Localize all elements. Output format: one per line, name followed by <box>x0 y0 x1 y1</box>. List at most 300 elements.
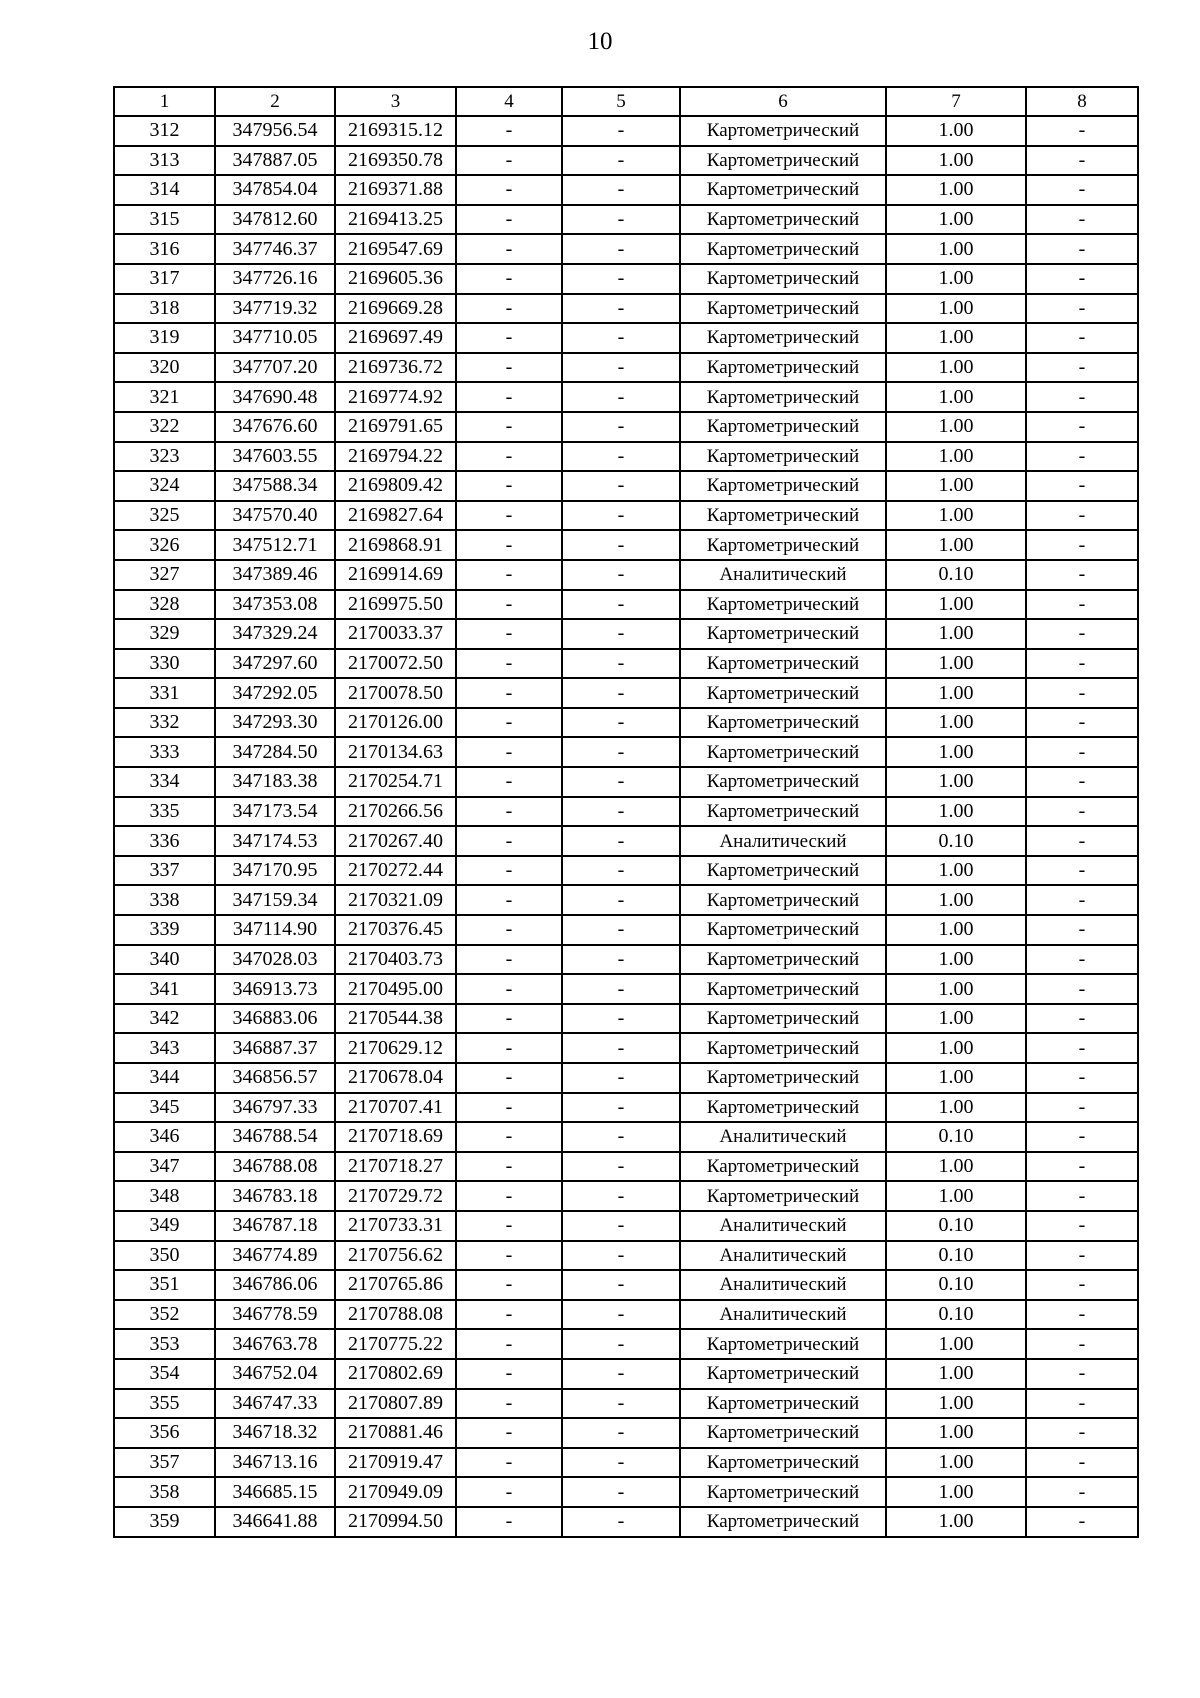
table-row <box>114 1122 1138 1152</box>
x-coordinate-cell: 346747.33 <box>215 1389 335 1419</box>
x-coordinate-cell: 346685.15 <box>215 1477 335 1507</box>
column-8-cell: - <box>1026 1270 1138 1300</box>
column-header: 7 <box>886 87 1026 116</box>
point-number-cell: 323 <box>114 442 215 472</box>
method-cell: Картометрический <box>680 294 886 324</box>
x-coordinate-cell: 346713.16 <box>215 1448 335 1478</box>
point-number-cell: 326 <box>114 530 215 560</box>
column-5-cell: - <box>562 1063 680 1093</box>
y-coordinate-cell: 2170254.71 <box>335 767 456 797</box>
column-5-cell: - <box>562 649 680 679</box>
y-coordinate-cell: 2169794.22 <box>335 442 456 472</box>
column-5-cell: - <box>562 1241 680 1271</box>
point-number-cell: 332 <box>114 708 215 738</box>
table-row <box>114 1211 1138 1241</box>
accuracy-cell: 1.00 <box>886 501 1026 531</box>
column-header: 2 <box>215 87 335 116</box>
method-cell: Аналитический <box>680 1211 886 1241</box>
y-coordinate-cell: 2169791.65 <box>335 412 456 442</box>
table-row <box>114 1448 1138 1478</box>
method-cell: Картометрический <box>680 708 886 738</box>
accuracy-cell: 1.00 <box>886 619 1026 649</box>
column-5-cell: - <box>562 1004 680 1034</box>
y-coordinate-cell: 2170078.50 <box>335 678 456 708</box>
column-8-cell: - <box>1026 974 1138 1004</box>
table-row <box>114 294 1138 324</box>
column-header: 6 <box>680 87 886 116</box>
x-coordinate-cell: 346913.73 <box>215 974 335 1004</box>
column-8-cell: - <box>1026 1329 1138 1359</box>
column-4-cell: - <box>456 797 562 827</box>
y-coordinate-cell: 2170266.56 <box>335 797 456 827</box>
method-cell: Картометрический <box>680 1507 886 1537</box>
column-4-cell: - <box>456 1181 562 1211</box>
x-coordinate-cell: 346788.54 <box>215 1122 335 1152</box>
column-4-cell: - <box>456 619 562 649</box>
column-4-cell: - <box>456 1063 562 1093</box>
point-number-cell: 334 <box>114 767 215 797</box>
column-8-cell: - <box>1026 1004 1138 1034</box>
point-number-cell: 346 <box>114 1122 215 1152</box>
column-4-cell: - <box>456 767 562 797</box>
y-coordinate-cell: 2170994.50 <box>335 1507 456 1537</box>
point-number-cell: 318 <box>114 294 215 324</box>
accuracy-cell: 1.00 <box>886 590 1026 620</box>
table-row <box>114 797 1138 827</box>
column-header: 4 <box>456 87 562 116</box>
y-coordinate-cell: 2170881.46 <box>335 1418 456 1448</box>
point-number-cell: 343 <box>114 1033 215 1063</box>
point-number-cell: 351 <box>114 1270 215 1300</box>
table-row <box>114 442 1138 472</box>
point-number-cell: 356 <box>114 1418 215 1448</box>
column-8-cell: - <box>1026 1181 1138 1211</box>
column-8-cell: - <box>1026 856 1138 886</box>
column-4-cell: - <box>456 294 562 324</box>
point-number-cell: 333 <box>114 737 215 767</box>
method-cell: Картометрический <box>680 767 886 797</box>
method-cell: Картометрический <box>680 856 886 886</box>
table-row <box>114 146 1138 176</box>
column-8-cell: - <box>1026 1241 1138 1271</box>
accuracy-cell: 0.10 <box>886 1122 1026 1152</box>
column-5-cell: - <box>562 619 680 649</box>
column-5-cell: - <box>562 1389 680 1419</box>
column-5-cell: - <box>562 501 680 531</box>
y-coordinate-cell: 2170765.86 <box>335 1270 456 1300</box>
accuracy-cell: 1.00 <box>886 1507 1026 1537</box>
accuracy-cell: 1.00 <box>886 974 1026 1004</box>
column-5-cell: - <box>562 146 680 176</box>
accuracy-cell: 1.00 <box>886 1477 1026 1507</box>
point-number-cell: 317 <box>114 264 215 294</box>
y-coordinate-cell: 2170495.00 <box>335 974 456 1004</box>
column-5-cell: - <box>562 1093 680 1123</box>
method-cell: Картометрический <box>680 234 886 264</box>
column-8-cell: - <box>1026 175 1138 205</box>
table-row <box>114 175 1138 205</box>
column-4-cell: - <box>456 205 562 235</box>
table-row <box>114 590 1138 620</box>
accuracy-cell: 0.10 <box>886 1211 1026 1241</box>
table-row <box>114 1418 1138 1448</box>
method-cell: Картометрический <box>680 590 886 620</box>
column-8-cell: - <box>1026 767 1138 797</box>
column-5-cell: - <box>562 530 680 560</box>
accuracy-cell: 1.00 <box>886 412 1026 442</box>
column-8-cell: - <box>1026 1152 1138 1182</box>
y-coordinate-cell: 2170321.09 <box>335 885 456 915</box>
point-number-cell: 320 <box>114 353 215 383</box>
column-header: 1 <box>114 87 215 116</box>
method-cell: Картометрический <box>680 678 886 708</box>
column-4-cell: - <box>456 1211 562 1241</box>
accuracy-cell: 1.00 <box>886 146 1026 176</box>
column-4-cell: - <box>456 412 562 442</box>
point-number-cell: 340 <box>114 945 215 975</box>
accuracy-cell: 1.00 <box>886 708 1026 738</box>
column-4-cell: - <box>456 1270 562 1300</box>
y-coordinate-cell: 2169868.91 <box>335 530 456 560</box>
x-coordinate-cell: 347297.60 <box>215 649 335 679</box>
column-4-cell: - <box>456 1389 562 1419</box>
point-number-cell: 321 <box>114 382 215 412</box>
column-8-cell: - <box>1026 915 1138 945</box>
column-5-cell: - <box>562 1329 680 1359</box>
method-cell: Картометрический <box>680 1004 886 1034</box>
table-row <box>114 1093 1138 1123</box>
point-number-cell: 359 <box>114 1507 215 1537</box>
method-cell: Аналитический <box>680 1241 886 1271</box>
column-5-cell: - <box>562 1181 680 1211</box>
point-number-cell: 328 <box>114 590 215 620</box>
column-4-cell: - <box>456 116 562 146</box>
column-4-cell: - <box>456 1033 562 1063</box>
method-cell: Картометрический <box>680 442 886 472</box>
table-row <box>114 1181 1138 1211</box>
table-row <box>114 234 1138 264</box>
accuracy-cell: 1.00 <box>886 382 1026 412</box>
y-coordinate-cell: 2170788.08 <box>335 1300 456 1330</box>
column-5-cell: - <box>562 797 680 827</box>
column-8-cell: - <box>1026 382 1138 412</box>
point-number-cell: 337 <box>114 856 215 886</box>
header-row <box>114 87 1138 116</box>
column-5-cell: - <box>562 175 680 205</box>
method-cell: Картометрический <box>680 264 886 294</box>
column-8-cell: - <box>1026 1063 1138 1093</box>
x-coordinate-cell: 347183.38 <box>215 767 335 797</box>
method-cell: Картометрический <box>680 323 886 353</box>
page-number: 10 <box>587 28 613 55</box>
method-cell: Аналитический <box>680 1300 886 1330</box>
column-4-cell: - <box>456 915 562 945</box>
x-coordinate-cell: 347329.24 <box>215 619 335 649</box>
table-row <box>114 826 1138 856</box>
point-number-cell: 345 <box>114 1093 215 1123</box>
column-4-cell: - <box>456 885 562 915</box>
column-5-cell: - <box>562 885 680 915</box>
point-number-cell: 335 <box>114 797 215 827</box>
table-row <box>114 767 1138 797</box>
column-4-cell: - <box>456 560 562 590</box>
accuracy-cell: 1.00 <box>886 767 1026 797</box>
column-4-cell: - <box>456 1241 562 1271</box>
table-row <box>114 1270 1138 1300</box>
column-8-cell: - <box>1026 1359 1138 1389</box>
table-row <box>114 1300 1138 1330</box>
column-4-cell: - <box>456 1507 562 1537</box>
method-cell: Картометрический <box>680 205 886 235</box>
method-cell: Картометрический <box>680 1329 886 1359</box>
table-row <box>114 1359 1138 1389</box>
accuracy-cell: 1.00 <box>886 885 1026 915</box>
column-8-cell: - <box>1026 205 1138 235</box>
column-5-cell: - <box>562 560 680 590</box>
column-4-cell: - <box>456 323 562 353</box>
accuracy-cell: 1.00 <box>886 797 1026 827</box>
x-coordinate-cell: 346718.32 <box>215 1418 335 1448</box>
table-row <box>114 1477 1138 1507</box>
point-number-cell: 349 <box>114 1211 215 1241</box>
column-5-cell: - <box>562 1152 680 1182</box>
x-coordinate-cell: 347812.60 <box>215 205 335 235</box>
method-cell: Картометрический <box>680 797 886 827</box>
column-5-cell: - <box>562 442 680 472</box>
point-number-cell: 353 <box>114 1329 215 1359</box>
point-number-cell: 336 <box>114 826 215 856</box>
x-coordinate-cell: 347284.50 <box>215 737 335 767</box>
column-5-cell: - <box>562 856 680 886</box>
y-coordinate-cell: 2169371.88 <box>335 175 456 205</box>
column-header: 5 <box>562 87 680 116</box>
column-8-cell: - <box>1026 1300 1138 1330</box>
x-coordinate-cell: 346787.18 <box>215 1211 335 1241</box>
accuracy-cell: 1.00 <box>886 442 1026 472</box>
point-number-cell: 331 <box>114 678 215 708</box>
table-row <box>114 915 1138 945</box>
accuracy-cell: 1.00 <box>886 678 1026 708</box>
x-coordinate-cell: 347854.04 <box>215 175 335 205</box>
coordinates-table <box>113 86 1139 1538</box>
column-5-cell: - <box>562 412 680 442</box>
y-coordinate-cell: 2169914.69 <box>335 560 456 590</box>
table-row <box>114 323 1138 353</box>
table-row <box>114 1329 1138 1359</box>
column-4-cell: - <box>456 649 562 679</box>
accuracy-cell: 1.00 <box>886 175 1026 205</box>
y-coordinate-cell: 2170718.27 <box>335 1152 456 1182</box>
column-8-cell: - <box>1026 678 1138 708</box>
method-cell: Картометрический <box>680 1389 886 1419</box>
accuracy-cell: 1.00 <box>886 1181 1026 1211</box>
column-5-cell: - <box>562 1270 680 1300</box>
table-row <box>114 501 1138 531</box>
column-8-cell: - <box>1026 885 1138 915</box>
x-coordinate-cell: 347710.05 <box>215 323 335 353</box>
x-coordinate-cell: 346778.59 <box>215 1300 335 1330</box>
point-number-cell: 352 <box>114 1300 215 1330</box>
column-5-cell: - <box>562 945 680 975</box>
method-cell: Картометрический <box>680 945 886 975</box>
column-4-cell: - <box>456 945 562 975</box>
accuracy-cell: 1.00 <box>886 234 1026 264</box>
y-coordinate-cell: 2170403.73 <box>335 945 456 975</box>
accuracy-cell: 1.00 <box>886 353 1026 383</box>
table-row <box>114 945 1138 975</box>
column-4-cell: - <box>456 1300 562 1330</box>
x-coordinate-cell: 346774.89 <box>215 1241 335 1271</box>
y-coordinate-cell: 2169413.25 <box>335 205 456 235</box>
column-8-cell: - <box>1026 590 1138 620</box>
method-cell: Картометрический <box>680 501 886 531</box>
column-5-cell: - <box>562 1448 680 1478</box>
column-8-cell: - <box>1026 1477 1138 1507</box>
column-5-cell: - <box>562 1211 680 1241</box>
x-coordinate-cell: 347173.54 <box>215 797 335 827</box>
y-coordinate-cell: 2170729.72 <box>335 1181 456 1211</box>
accuracy-cell: 1.00 <box>886 1093 1026 1123</box>
column-4-cell: - <box>456 1329 562 1359</box>
point-number-cell: 319 <box>114 323 215 353</box>
table-row <box>114 412 1138 442</box>
table-row <box>114 1004 1138 1034</box>
column-8-cell: - <box>1026 1418 1138 1448</box>
method-cell: Картометрический <box>680 1093 886 1123</box>
method-cell: Картометрический <box>680 146 886 176</box>
column-4-cell: - <box>456 974 562 1004</box>
method-cell: Картометрический <box>680 382 886 412</box>
method-cell: Картометрический <box>680 1181 886 1211</box>
column-8-cell: - <box>1026 649 1138 679</box>
x-coordinate-cell: 347588.34 <box>215 471 335 501</box>
column-4-cell: - <box>456 471 562 501</box>
table-row <box>114 1033 1138 1063</box>
method-cell: Аналитический <box>680 1122 886 1152</box>
y-coordinate-cell: 2170707.41 <box>335 1093 456 1123</box>
y-coordinate-cell: 2170949.09 <box>335 1477 456 1507</box>
method-cell: Картометрический <box>680 619 886 649</box>
table-row <box>114 264 1138 294</box>
accuracy-cell: 1.00 <box>886 471 1026 501</box>
method-cell: Картометрический <box>680 1418 886 1448</box>
column-4-cell: - <box>456 856 562 886</box>
accuracy-cell: 1.00 <box>886 649 1026 679</box>
x-coordinate-cell: 347389.46 <box>215 560 335 590</box>
table-row <box>114 619 1138 649</box>
column-8-cell: - <box>1026 146 1138 176</box>
y-coordinate-cell: 2170775.22 <box>335 1329 456 1359</box>
point-number-cell: 341 <box>114 974 215 1004</box>
column-8-cell: - <box>1026 826 1138 856</box>
column-4-cell: - <box>456 737 562 767</box>
column-8-cell: - <box>1026 560 1138 590</box>
x-coordinate-cell: 346641.88 <box>215 1507 335 1537</box>
y-coordinate-cell: 2169975.50 <box>335 590 456 620</box>
column-4-cell: - <box>456 1004 562 1034</box>
table-row <box>114 856 1138 886</box>
method-cell: Картометрический <box>680 1448 886 1478</box>
method-cell: Аналитический <box>680 560 886 590</box>
y-coordinate-cell: 2170544.38 <box>335 1004 456 1034</box>
column-5-cell: - <box>562 678 680 708</box>
column-8-cell: - <box>1026 471 1138 501</box>
table-row <box>114 974 1138 1004</box>
column-5-cell: - <box>562 323 680 353</box>
x-coordinate-cell: 347726.16 <box>215 264 335 294</box>
method-cell: Картометрический <box>680 737 886 767</box>
column-8-cell: - <box>1026 1211 1138 1241</box>
table-row <box>114 116 1138 146</box>
point-number-cell: 344 <box>114 1063 215 1093</box>
x-coordinate-cell: 347690.48 <box>215 382 335 412</box>
y-coordinate-cell: 2169736.72 <box>335 353 456 383</box>
column-8-cell: - <box>1026 442 1138 472</box>
x-coordinate-cell: 346752.04 <box>215 1359 335 1389</box>
table-row <box>114 737 1138 767</box>
accuracy-cell: 1.00 <box>886 1418 1026 1448</box>
table-row <box>114 530 1138 560</box>
column-5-cell: - <box>562 826 680 856</box>
y-coordinate-cell: 2170629.12 <box>335 1033 456 1063</box>
method-cell: Картометрический <box>680 915 886 945</box>
point-number-cell: 324 <box>114 471 215 501</box>
column-4-cell: - <box>456 146 562 176</box>
x-coordinate-cell: 347028.03 <box>215 945 335 975</box>
method-cell: Картометрический <box>680 530 886 560</box>
column-8-cell: - <box>1026 353 1138 383</box>
accuracy-cell: 1.00 <box>886 1448 1026 1478</box>
column-8-cell: - <box>1026 945 1138 975</box>
y-coordinate-cell: 2169827.64 <box>335 501 456 531</box>
column-8-cell: - <box>1026 1448 1138 1478</box>
method-cell: Аналитический <box>680 826 886 856</box>
x-coordinate-cell: 347512.71 <box>215 530 335 560</box>
accuracy-cell: 1.00 <box>886 856 1026 886</box>
x-coordinate-cell: 346797.33 <box>215 1093 335 1123</box>
point-number-cell: 329 <box>114 619 215 649</box>
point-number-cell: 357 <box>114 1448 215 1478</box>
y-coordinate-cell: 2170134.63 <box>335 737 456 767</box>
x-coordinate-cell: 347174.53 <box>215 826 335 856</box>
column-5-cell: - <box>562 767 680 797</box>
column-5-cell: - <box>562 234 680 264</box>
y-coordinate-cell: 2170126.00 <box>335 708 456 738</box>
column-8-cell: - <box>1026 797 1138 827</box>
y-coordinate-cell: 2170376.45 <box>335 915 456 945</box>
y-coordinate-cell: 2169697.49 <box>335 323 456 353</box>
method-cell: Картометрический <box>680 1152 886 1182</box>
x-coordinate-cell: 346788.08 <box>215 1152 335 1182</box>
x-coordinate-cell: 347114.90 <box>215 915 335 945</box>
column-5-cell: - <box>562 915 680 945</box>
accuracy-cell: 1.00 <box>886 116 1026 146</box>
column-5-cell: - <box>562 205 680 235</box>
column-header: 8 <box>1026 87 1138 116</box>
method-cell: Картометрический <box>680 353 886 383</box>
accuracy-cell: 0.10 <box>886 1241 1026 1271</box>
column-8-cell: - <box>1026 412 1138 442</box>
column-8-cell: - <box>1026 1122 1138 1152</box>
x-coordinate-cell: 347353.08 <box>215 590 335 620</box>
method-cell: Картометрический <box>680 1033 886 1063</box>
column-4-cell: - <box>456 1122 562 1152</box>
point-number-cell: 313 <box>114 146 215 176</box>
column-4-cell: - <box>456 1477 562 1507</box>
x-coordinate-cell: 347956.54 <box>215 116 335 146</box>
table-row <box>114 1241 1138 1271</box>
column-8-cell: - <box>1026 116 1138 146</box>
